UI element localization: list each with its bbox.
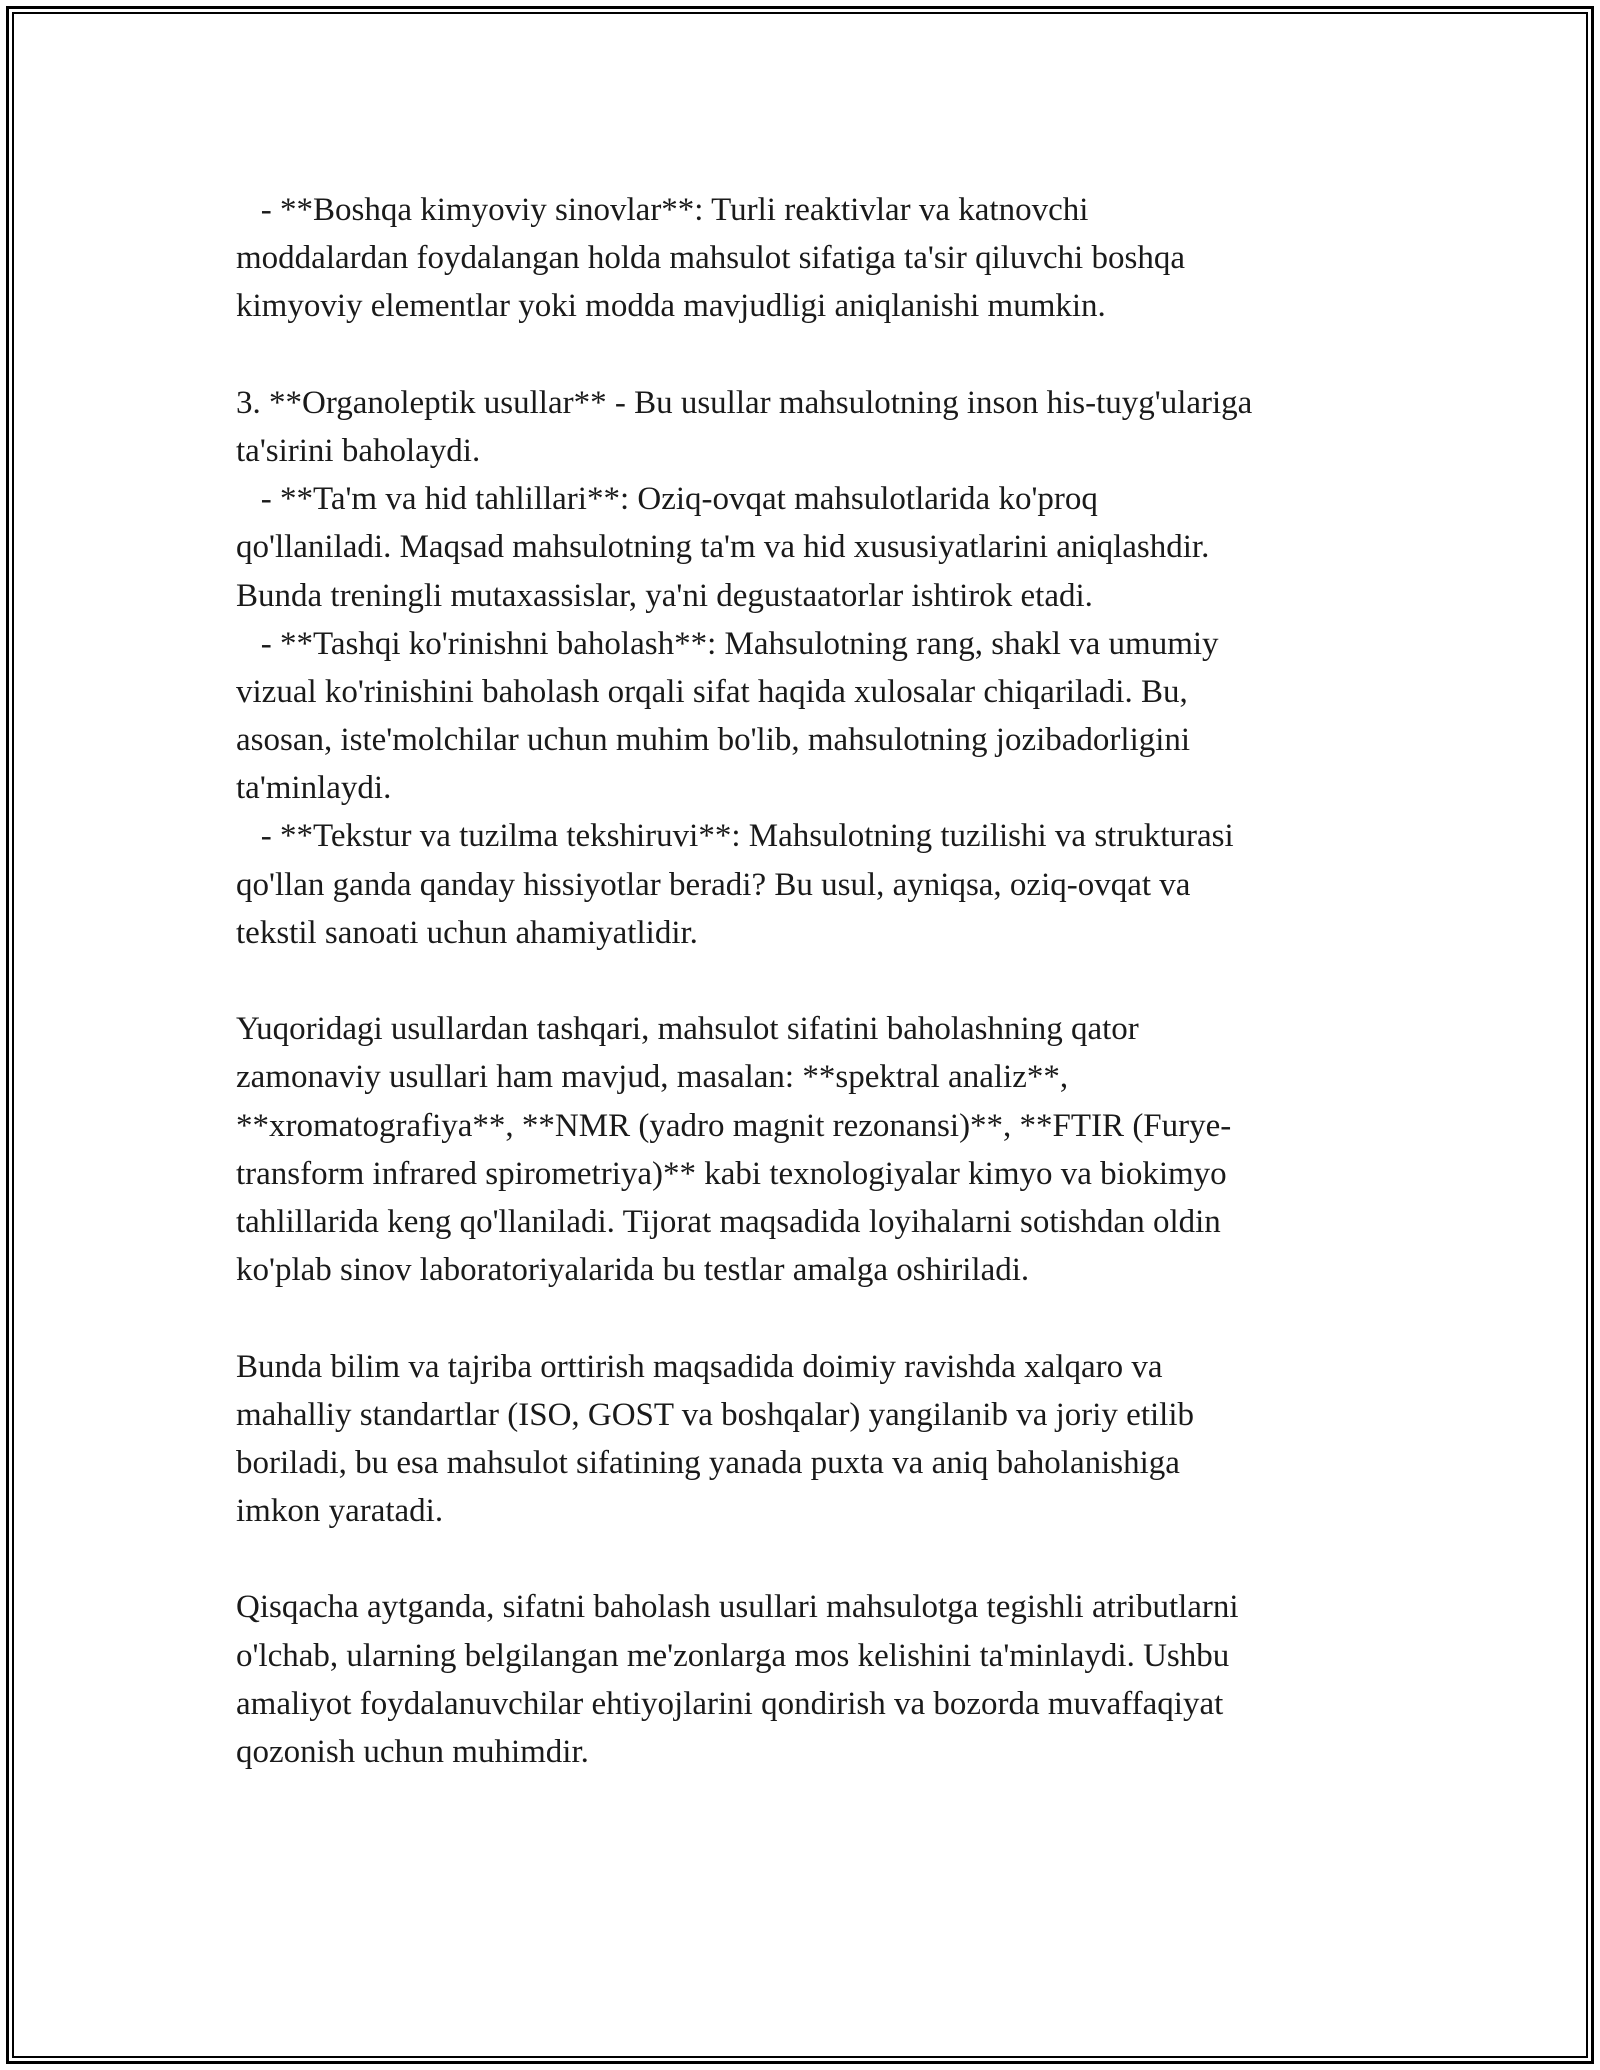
text-line: - **Tekstur va tuzilma tekshiruvi**: Mahsulotning tuzilishi va strukturasi (236, 818, 1234, 855)
text-line: **xromatografiya**, **NMR (yadro magnit rezonansi)**, **FTIR (Furye- (236, 1107, 1232, 1144)
text-line: zamonaviy usullari ham mavjud, masalan: **spektral analiz**, (236, 1059, 1069, 1096)
paragraph-spacer (236, 1294, 1376, 1342)
paragraph-spacer (236, 1535, 1376, 1583)
text-line: qozonish uchun muhimdir. (236, 1734, 589, 1770)
text-line: Bunda treningli mutaxassislar, ya'ni degustaatorlar ishtirok etadi. (236, 577, 1093, 614)
text-line: imkon yaratadi. (236, 1493, 444, 1530)
text-line: qo'llaniladi. Maqsad mahsulotning ta'm va hid xususiyatlarini aniqlashdir. (236, 529, 1210, 566)
paragraph-spacer (236, 957, 1376, 1005)
paragraph-modern-methods (236, 1005, 1376, 1294)
text-line: Yuqoridagi usullardan tashqari, mahsulot sifatini baholashning qator (236, 1011, 1139, 1048)
paragraph-standards (236, 1343, 1376, 1536)
text-line: - **Boshqa kimyoviy sinovlar**: Turli reaktivlar va katnovchi (236, 192, 1089, 228)
text-line: moddalardan foydalangan holda mahsulot sifatiga ta'sir qiluvchi boshqa (236, 240, 1185, 277)
text-line: 3. **Organoleptik usullar** - Bu usullar mahsulotning inson his-tuyg'ulariga (236, 384, 1253, 421)
paragraph-organoleptic-methods (236, 379, 1376, 957)
text-line: qo'llan ganda qanday hissiyotlar beradi? Bu usul, ayniqsa, oziq-ovqat va (236, 866, 1191, 903)
text-line: transform infrared spirometriya)** kabi texnologiyalar kimyo va biokimyo (236, 1155, 1227, 1192)
text-line: vizual ko'rinishini baholash orqali sifat haqida xulosalar chiqariladi. Bu, (236, 673, 1188, 710)
document-body (236, 186, 1376, 1776)
text-line: boriladi, bu esa mahsulot sifatining yanada puxta va aniq baholanishiga (236, 1444, 1180, 1481)
text-line: ko'plab sinov laboratoriyalarida bu testlar amalga oshiriladi. (236, 1252, 1030, 1289)
text-line: ta'sirini baholaydi. (236, 432, 481, 469)
text-line: Qisqacha aytganda, sifatni baholash usullari mahsulotga tegishli atributlarni (236, 1589, 1239, 1626)
text-line: - **Ta'm va hid tahlillari**: Oziq-ovqat mahsulotlarida ko'proq (236, 481, 1098, 518)
text-line: mahalliy standartlar (ISO, GOST va boshqalar) yangilanib va joriy etilib (236, 1396, 1194, 1433)
text-line: amaliyot foydalanuvchilar ehtiyojlarini qondirish va bozorda muvaffaqiyat (236, 1685, 1224, 1722)
text-line: tahlillarida keng qo'llaniladi. Tijorat maqsadida loyihalarni sotishdan oldin (236, 1203, 1221, 1240)
text-line: - **Tashqi ko'rinishni baholash**: Mahsulotning rang, shakl va umumiy (236, 625, 1219, 662)
paragraph-conclusion (236, 1583, 1376, 1776)
paragraph-chemical-tests (236, 186, 1376, 331)
text-line: tekstil sanoati uchun ahamiyatlidir. (236, 914, 698, 951)
text-line: Bunda bilim va tajriba orttirish maqsadida doimiy ravishda xalqaro va (236, 1348, 1163, 1385)
text-line: ta'minlaydi. (236, 770, 392, 807)
text-line: kimyoviy elementlar yoki modda mavjudligi aniqlanishi mumkin. (236, 288, 1106, 325)
paragraph-spacer (236, 331, 1376, 379)
text-line: asosan, iste'molchilar uchun muhim bo'lib, mahsulotning jozibadorligini (236, 722, 1191, 759)
text-line: o'lchab, ularning belgilangan me'zonlarga mos kelishini ta'minlaydi. Ushbu (236, 1637, 1230, 1674)
